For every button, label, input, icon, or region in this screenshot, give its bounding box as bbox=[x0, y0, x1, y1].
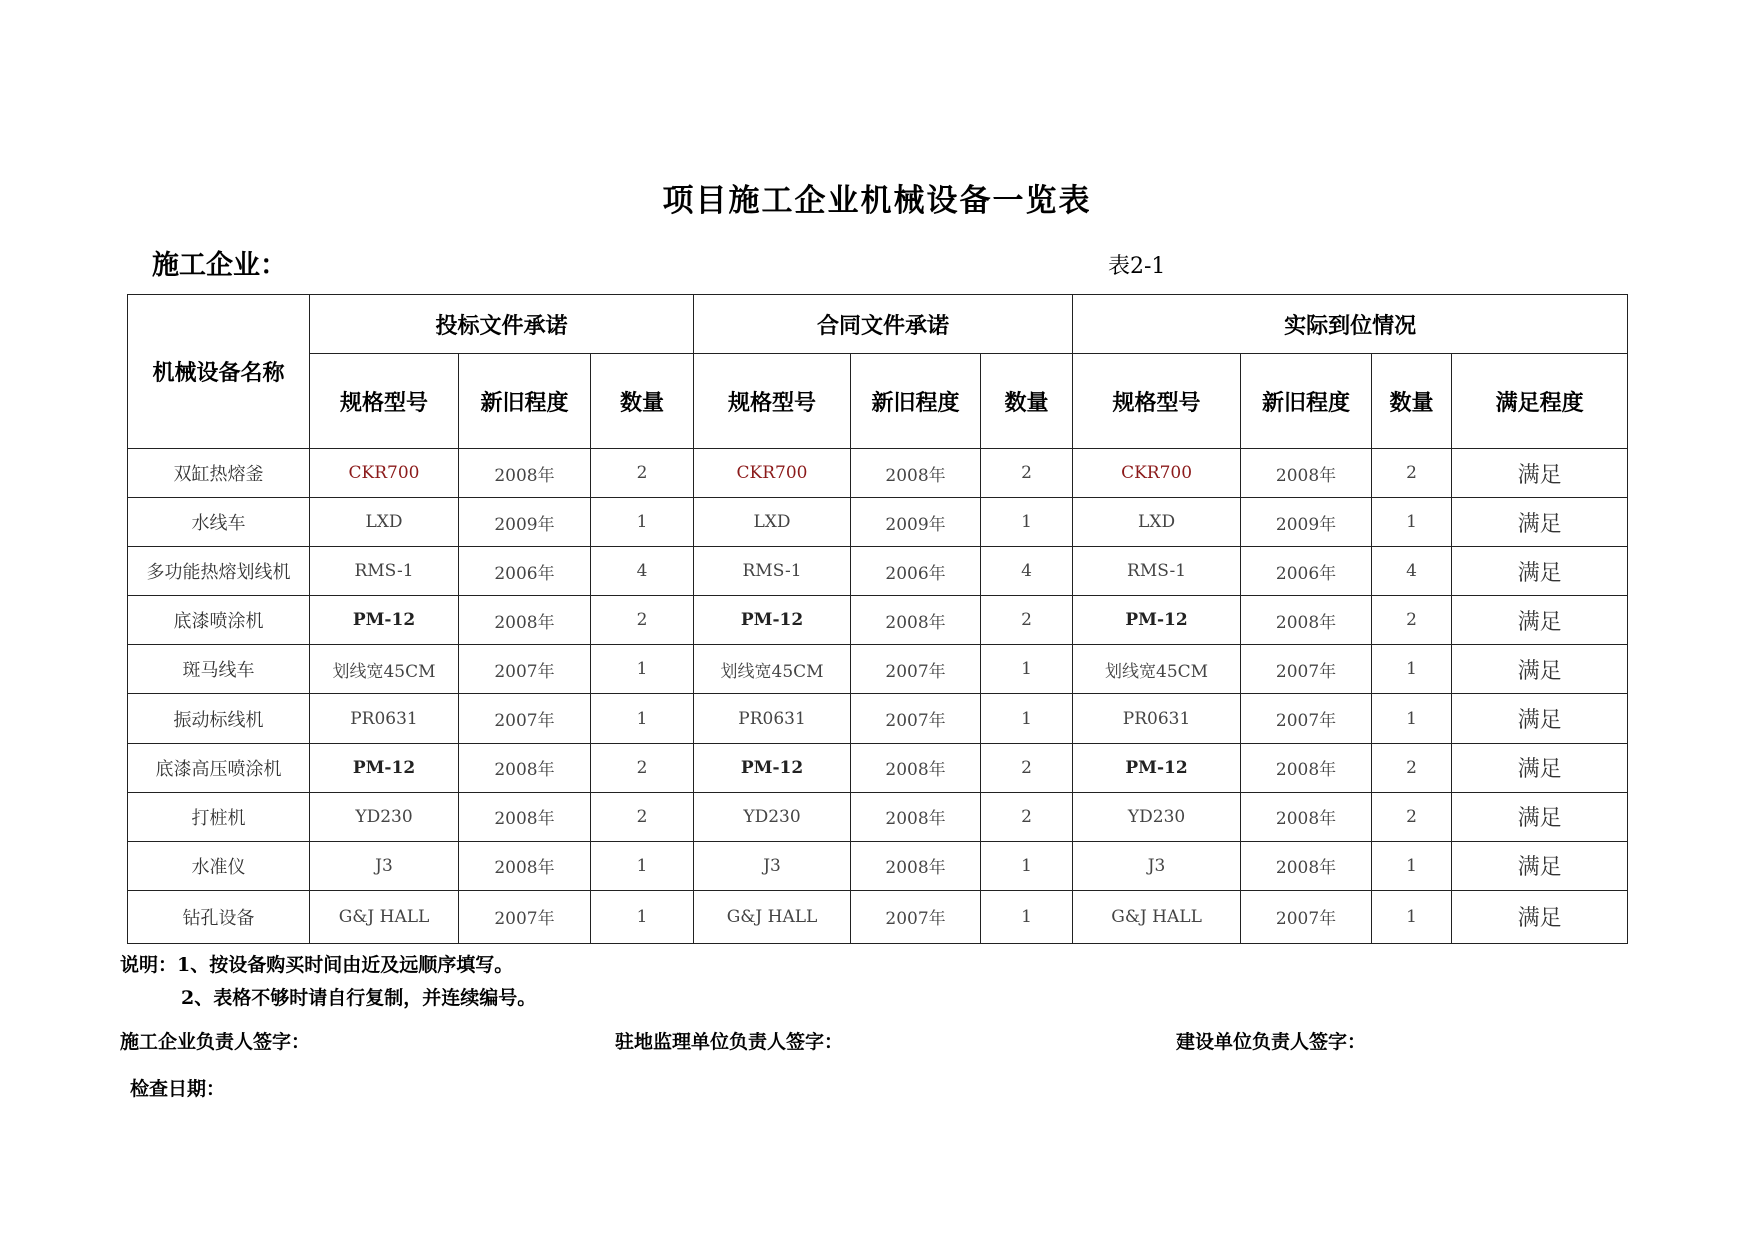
actual-qty-cell: 2 bbox=[1372, 449, 1452, 498]
contract-qty-cell: 1 bbox=[981, 890, 1073, 943]
header-bid-commitment: 投标文件承诺 bbox=[310, 295, 694, 354]
actual-spec-cell: YD230 bbox=[1073, 792, 1241, 841]
satisfaction-cell: 满足 bbox=[1452, 743, 1628, 792]
bid-year-cell: 2009年 bbox=[459, 498, 591, 547]
table-row bbox=[128, 596, 1628, 645]
header-bid-quantity: 数量 bbox=[591, 354, 694, 449]
contract-spec-cell: YD230 bbox=[694, 792, 851, 841]
header-satisfaction: 满足程度 bbox=[1452, 354, 1628, 449]
contract-year-cell: 2008年 bbox=[851, 449, 981, 498]
equipment-name-cell: 斑马线车 bbox=[128, 645, 310, 694]
table-row bbox=[128, 645, 1628, 694]
actual-qty-cell: 2 bbox=[1372, 596, 1452, 645]
equipment-name-cell: 底漆高压喷涂机 bbox=[128, 743, 310, 792]
contract-year-cell: 2007年 bbox=[851, 890, 981, 943]
contract-qty-cell: 2 bbox=[981, 792, 1073, 841]
bid-qty-cell: 2 bbox=[591, 596, 694, 645]
actual-spec-cell: PM-12 bbox=[1073, 743, 1241, 792]
header-contract-commitment: 合同文件承诺 bbox=[694, 295, 1073, 354]
bid-qty-cell: 1 bbox=[591, 645, 694, 694]
actual-qty-cell: 1 bbox=[1372, 841, 1452, 890]
contract-spec-cell: PM-12 bbox=[694, 743, 851, 792]
bid-spec-cell: CKR700 bbox=[310, 449, 459, 498]
actual-year-cell: 2008年 bbox=[1241, 792, 1372, 841]
header-contract-condition: 新旧程度 bbox=[851, 354, 981, 449]
contract-spec-cell: RMS-1 bbox=[694, 547, 851, 596]
contract-year-cell: 2007年 bbox=[851, 694, 981, 743]
bid-year-cell: 2007年 bbox=[459, 645, 591, 694]
contract-qty-cell: 1 bbox=[981, 694, 1073, 743]
equipment-name-cell: 底漆喷涂机 bbox=[128, 596, 310, 645]
bid-spec-cell: LXD bbox=[310, 498, 459, 547]
actual-spec-cell: RMS-1 bbox=[1073, 547, 1241, 596]
actual-year-cell: 2008年 bbox=[1241, 841, 1372, 890]
header-equipment-name: 机械设备名称 bbox=[128, 295, 310, 449]
header-bid-condition: 新旧程度 bbox=[459, 354, 591, 449]
contract-spec-cell: PM-12 bbox=[694, 596, 851, 645]
satisfaction-cell: 满足 bbox=[1452, 841, 1628, 890]
header-actual-status: 实际到位情况 bbox=[1073, 295, 1628, 354]
bid-qty-cell: 4 bbox=[591, 547, 694, 596]
page-title: 项目施工企业机械设备一览表 bbox=[662, 183, 1092, 219]
actual-spec-cell: CKR700 bbox=[1073, 449, 1241, 498]
contract-year-cell: 2008年 bbox=[851, 841, 981, 890]
actual-qty-cell: 1 bbox=[1372, 498, 1452, 547]
equipment-name-cell: 振动标线机 bbox=[128, 694, 310, 743]
contract-qty-cell: 1 bbox=[981, 841, 1073, 890]
actual-spec-cell: PM-12 bbox=[1073, 596, 1241, 645]
satisfaction-cell: 满足 bbox=[1452, 547, 1628, 596]
bid-qty-cell: 2 bbox=[591, 792, 694, 841]
contract-qty-cell: 1 bbox=[981, 498, 1073, 547]
satisfaction-cell: 满足 bbox=[1452, 449, 1628, 498]
table-row bbox=[128, 498, 1628, 547]
satisfaction-cell: 满足 bbox=[1452, 792, 1628, 841]
contract-year-cell: 2009年 bbox=[851, 498, 981, 547]
table-row bbox=[128, 743, 1628, 792]
satisfaction-cell: 满足 bbox=[1452, 890, 1628, 943]
equipment-name-cell: 水线车 bbox=[128, 498, 310, 547]
actual-year-cell: 2008年 bbox=[1241, 449, 1372, 498]
actual-qty-cell: 1 bbox=[1372, 645, 1452, 694]
equipment-name-cell: 钻孔设备 bbox=[128, 890, 310, 943]
actual-year-cell: 2006年 bbox=[1241, 547, 1372, 596]
bid-year-cell: 2008年 bbox=[459, 792, 591, 841]
supervisor-signature-label: 驻地监理单位负责人签字： bbox=[615, 1031, 844, 1053]
contract-year-cell: 2008年 bbox=[851, 743, 981, 792]
contractor-signature-label: 施工企业负责人签字： bbox=[120, 1031, 311, 1053]
actual-spec-cell: J3 bbox=[1073, 841, 1241, 890]
equipment-table bbox=[127, 294, 1628, 944]
table-row bbox=[128, 547, 1628, 596]
actual-year-cell: 2007年 bbox=[1241, 890, 1372, 943]
bid-year-cell: 2007年 bbox=[459, 694, 591, 743]
actual-qty-cell: 2 bbox=[1372, 792, 1452, 841]
header-contract-spec: 规格型号 bbox=[694, 354, 851, 449]
contract-qty-cell: 2 bbox=[981, 596, 1073, 645]
note-line-2: 2、表格不够时请自行复制，并连续编号。 bbox=[181, 987, 537, 1009]
bid-spec-cell: PM-12 bbox=[310, 743, 459, 792]
satisfaction-cell: 满足 bbox=[1452, 694, 1628, 743]
table-row bbox=[128, 841, 1628, 890]
bid-spec-cell: RMS-1 bbox=[310, 547, 459, 596]
bid-qty-cell: 1 bbox=[591, 498, 694, 547]
actual-qty-cell: 1 bbox=[1372, 890, 1452, 943]
bid-qty-cell: 1 bbox=[591, 890, 694, 943]
actual-spec-cell: LXD bbox=[1073, 498, 1241, 547]
table-row bbox=[128, 792, 1628, 841]
header-actual-condition: 新旧程度 bbox=[1241, 354, 1372, 449]
bid-qty-cell: 1 bbox=[591, 694, 694, 743]
satisfaction-cell: 满足 bbox=[1452, 498, 1628, 547]
contract-spec-cell: CKR700 bbox=[694, 449, 851, 498]
satisfaction-cell: 满足 bbox=[1452, 645, 1628, 694]
contract-spec-cell: G&J HALL bbox=[694, 890, 851, 943]
owner-signature-label: 建设单位负责人签字： bbox=[1176, 1031, 1367, 1053]
bid-year-cell: 2008年 bbox=[459, 596, 591, 645]
note-line-1: 说明：1、按设备购买时间由近及远顺序填写。 bbox=[120, 954, 514, 976]
contract-spec-cell: PR0631 bbox=[694, 694, 851, 743]
equipment-name-cell: 双缸热熔釜 bbox=[128, 449, 310, 498]
contract-qty-cell: 2 bbox=[981, 743, 1073, 792]
actual-qty-cell: 4 bbox=[1372, 547, 1452, 596]
contract-year-cell: 2007年 bbox=[851, 645, 981, 694]
actual-qty-cell: 1 bbox=[1372, 694, 1452, 743]
table-row bbox=[128, 449, 1628, 498]
contract-qty-cell: 2 bbox=[981, 449, 1073, 498]
contract-spec-cell: J3 bbox=[694, 841, 851, 890]
bid-spec-cell: YD230 bbox=[310, 792, 459, 841]
contract-qty-cell: 1 bbox=[981, 645, 1073, 694]
contract-spec-cell: LXD bbox=[694, 498, 851, 547]
header-actual-quantity: 数量 bbox=[1372, 354, 1452, 449]
bid-spec-cell: J3 bbox=[310, 841, 459, 890]
bid-year-cell: 2007年 bbox=[459, 890, 591, 943]
actual-qty-cell: 2 bbox=[1372, 743, 1452, 792]
bid-year-cell: 2008年 bbox=[459, 449, 591, 498]
table-row bbox=[128, 890, 1628, 943]
actual-spec-cell: 划线宽45CM bbox=[1073, 645, 1241, 694]
bid-qty-cell: 2 bbox=[591, 449, 694, 498]
actual-year-cell: 2008年 bbox=[1241, 743, 1372, 792]
company-label: 施工企业： bbox=[152, 250, 287, 281]
actual-year-cell: 2007年 bbox=[1241, 694, 1372, 743]
check-date-label: 检查日期： bbox=[130, 1078, 226, 1100]
bid-spec-cell: 划线宽45CM bbox=[310, 645, 459, 694]
table-number: 表2-1 bbox=[1108, 254, 1166, 279]
bid-qty-cell: 1 bbox=[591, 841, 694, 890]
contract-year-cell: 2008年 bbox=[851, 792, 981, 841]
equipment-name-cell: 水准仪 bbox=[128, 841, 310, 890]
bid-year-cell: 2008年 bbox=[459, 841, 591, 890]
header-contract-quantity: 数量 bbox=[981, 354, 1073, 449]
equipment-name-cell: 多功能热熔划线机 bbox=[128, 547, 310, 596]
table-row bbox=[128, 694, 1628, 743]
bid-qty-cell: 2 bbox=[591, 743, 694, 792]
satisfaction-cell: 满足 bbox=[1452, 596, 1628, 645]
header-actual-spec: 规格型号 bbox=[1073, 354, 1241, 449]
actual-spec-cell: PR0631 bbox=[1073, 694, 1241, 743]
bid-year-cell: 2006年 bbox=[459, 547, 591, 596]
bid-spec-cell: PR0631 bbox=[310, 694, 459, 743]
bid-spec-cell: PM-12 bbox=[310, 596, 459, 645]
bid-year-cell: 2008年 bbox=[459, 743, 591, 792]
contract-qty-cell: 4 bbox=[981, 547, 1073, 596]
actual-year-cell: 2008年 bbox=[1241, 596, 1372, 645]
contract-year-cell: 2006年 bbox=[851, 547, 981, 596]
contract-spec-cell: 划线宽45CM bbox=[694, 645, 851, 694]
actual-spec-cell: G&J HALL bbox=[1073, 890, 1241, 943]
equipment-name-cell: 打桩机 bbox=[128, 792, 310, 841]
actual-year-cell: 2007年 bbox=[1241, 645, 1372, 694]
bid-spec-cell: G&J HALL bbox=[310, 890, 459, 943]
contract-year-cell: 2008年 bbox=[851, 596, 981, 645]
header-bid-spec: 规格型号 bbox=[310, 354, 459, 449]
actual-year-cell: 2009年 bbox=[1241, 498, 1372, 547]
